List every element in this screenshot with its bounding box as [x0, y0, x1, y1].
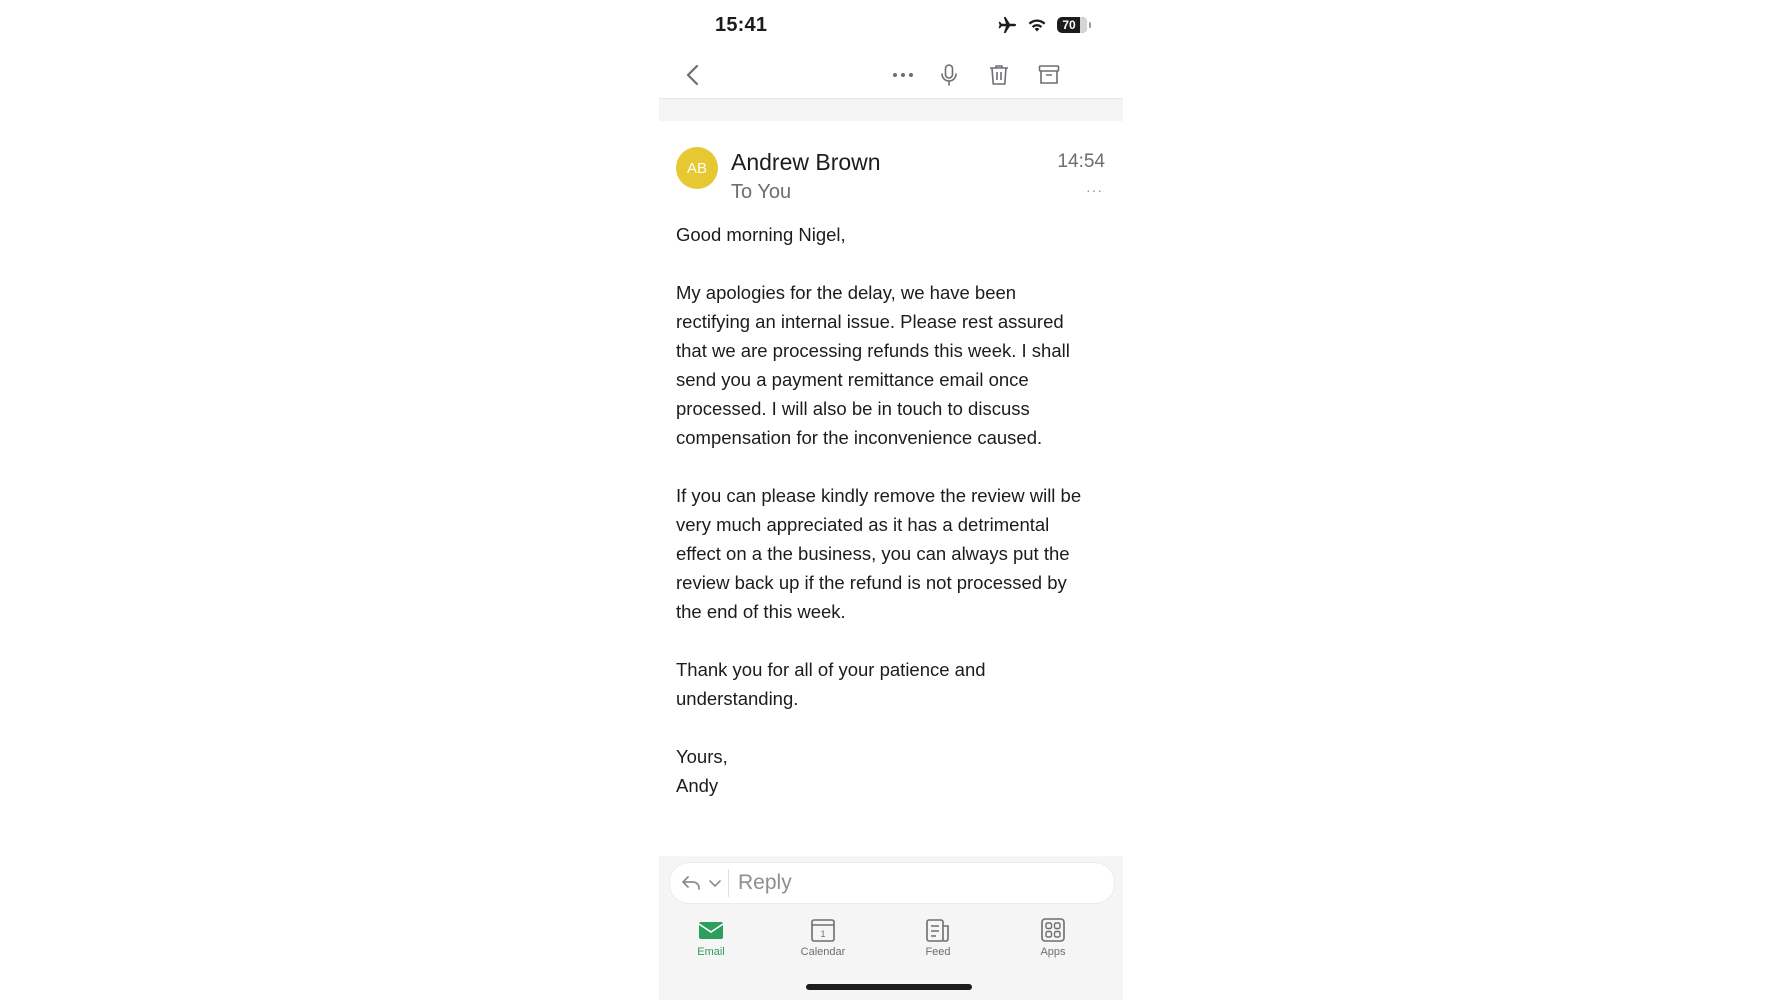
email-signature: Andy: [676, 775, 719, 796]
email-toolbar: [659, 52, 1123, 98]
chevron-down-icon[interactable]: [708, 876, 722, 890]
reply-divider: [728, 869, 729, 897]
archive-icon[interactable]: [1037, 63, 1061, 87]
tab-label: Calendar: [800, 946, 846, 958]
tab-feed[interactable]: [893, 916, 983, 958]
email-time: 14:54: [1057, 151, 1105, 172]
status-icons: [997, 16, 1087, 34]
battery-icon: [1057, 17, 1087, 33]
email-signoff: Yours,: [676, 746, 728, 767]
tab-email[interactable]: [666, 916, 756, 958]
calendar-icon: [809, 916, 837, 944]
tab-label: Feed: [925, 946, 951, 958]
tab-label: Email: [697, 946, 725, 958]
email-icon: [697, 916, 725, 944]
battery-level: 70: [1062, 18, 1076, 32]
phone-screen: [659, 0, 1123, 1000]
reply-arrow-icon[interactable]: [680, 873, 702, 893]
email-paragraph: Thank you for all of your patience and understanding.: [676, 659, 986, 709]
status-time: 15:41: [715, 14, 768, 36]
calendar-day: 1: [820, 929, 826, 939]
tab-label: Apps: [1040, 946, 1066, 958]
message-more-button[interactable]: ···: [1086, 182, 1103, 198]
email-paragraph: If you can please kindly remove the review will be very much appreciated as it has a detrimental effect on a the business, you can always put the review back up if the refund is not processed by the end of this week.: [676, 485, 1082, 622]
ellipsis-icon[interactable]: [891, 63, 915, 87]
email-paragraph: My apologies for the delay, we have been rectifying an internal issue. Please rest assured that we are processing refunds this week. I shall send you a payment remittance email once processed. I will also be in touch to discuss compensation for the inconvenience caused.: [676, 282, 1070, 448]
header-separator: [659, 99, 1123, 121]
avatar[interactable]: AB: [676, 147, 718, 189]
reply-bar[interactable]: [669, 862, 1115, 904]
tab-calendar[interactable]: [778, 916, 868, 958]
tab-bar: [659, 916, 1123, 976]
tab-apps[interactable]: [1008, 916, 1098, 958]
sender-name[interactable]: Andrew Brown: [731, 149, 881, 175]
email-body: [676, 220, 1116, 800]
wifi-icon: [1027, 17, 1047, 33]
recipient-line[interactable]: To You: [731, 181, 792, 203]
airplane-icon: [997, 16, 1017, 34]
microphone-icon[interactable]: [937, 63, 961, 87]
email-greeting: Good morning Nigel,: [676, 224, 846, 245]
trash-icon[interactable]: [987, 63, 1011, 87]
bottom-bar: [659, 856, 1123, 1000]
chevron-left-icon[interactable]: [681, 62, 707, 88]
home-indicator[interactable]: [806, 984, 972, 990]
reply-input[interactable]: Reply: [738, 871, 792, 894]
apps-icon: [1039, 916, 1067, 944]
feed-icon: [924, 916, 952, 944]
